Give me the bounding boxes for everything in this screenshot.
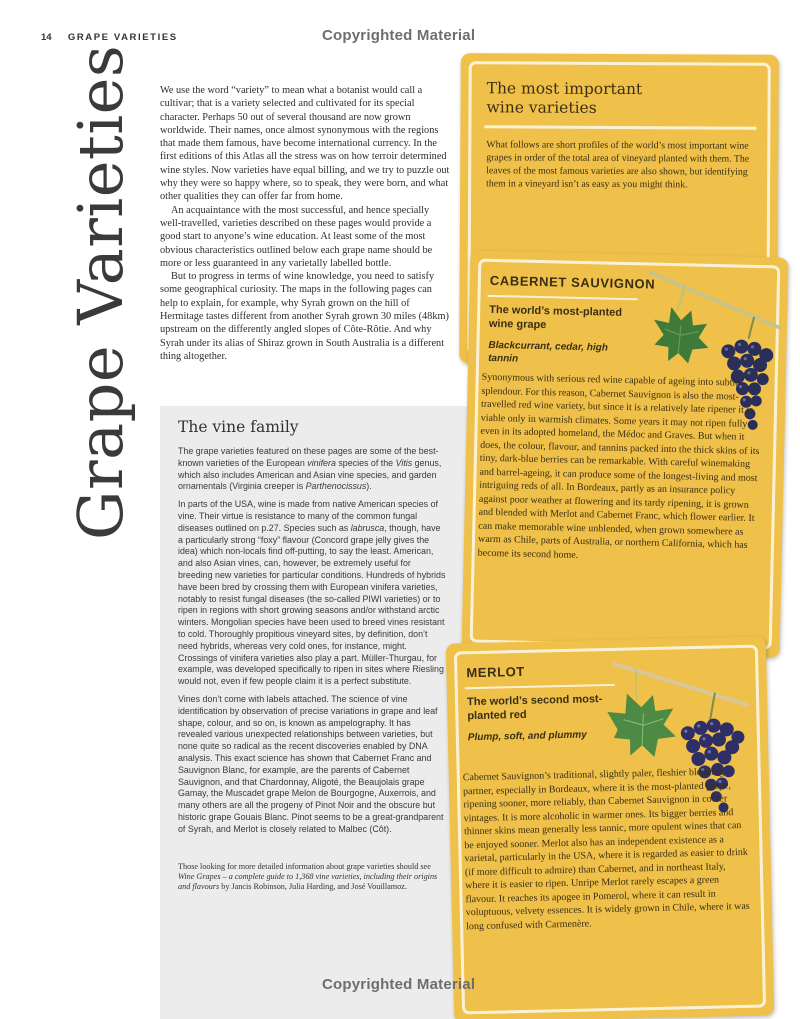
text: by Jancis Robinson, Julia Harding, and José Vouillamoz. [219, 882, 407, 892]
text: In parts of the USA, wine is made from native American species of vine. Their virtue is resistance to many of the common fungal diseases outlined on p.27. Species such as [178, 499, 438, 533]
variety-name: MERLOT [466, 663, 526, 681]
text: Those looking for more detailed information about grape varieties should see [178, 861, 431, 871]
intro-card-heading [486, 79, 642, 118]
running-head [41, 32, 178, 43]
variety-tasting-notes: Blackcurrant, cedar, high tannin [488, 339, 609, 365]
section-label: GRAPE VARIETIES [67, 32, 178, 43]
text: ). [366, 481, 372, 492]
variety-subtitle: The world’s second most-planted red [466, 693, 603, 723]
sidebar-paragraph [178, 446, 446, 493]
variety-description: Synonymous with serious red wine capable of ageing into subtle splendour. For this reason, Cabernet Sauvignon is also the most-travelled red wine variety, but since it is a relatively late ripener it is viable only in warmish climates. Some years it may not ripen fully even in its adopted homeland, the Médoc and Graves. But when it does, the colour, flavour, and tannins packed into the thick skins of its tiny, dark-blue berries can be remarkable. With careful winemaking and barrel-ageing, it can produce some of the longest-living and most intriguing reds of all. In Bordeaux, partly as an insurance policy against poor weather at flowering and its tardy ripening, it is grown and blended with Merlot and Cabernet Franc, which flower earlier. It can make memorable wine unblended, when grown somewhere as warm as Chile, parts of Australia, or northern California, which has become its second home. [477, 371, 760, 561]
variety-card-cabernet-sauvignon [462, 250, 789, 657]
intro-card-body: What follows are short profiles of the world’s most important wine grapes in order of the total area of vineyard planted with them. The leaves of the most famous varieties are also shown, but identifying them in a vineyard isn’t as easy as you might think. [486, 139, 750, 191]
text: The grape varieties featured on these pages are some of the best-known varieties of the European [178, 446, 439, 468]
intro-paragraph: An acquaintance with the most successful, and hence specially well-travelled, varieties described on these pages would provide a good start to anyone’s wine education. At least some of the most obvious characteristics outlined below each grape name should be more or less guaranteed in any varietally labelled bottle. [160, 204, 433, 269]
intro-paragraph: We use the word “variety” to mean what a botanist would call a cultivar; that is a variety selected and cultivated for its special character. Perhaps 50 out of several thousand are now grown worldwide. Their names, once almost synonymous with the regions that made them famous, have become international currency. In the first editions of this Atlas all the stress was on how terroir determined wine styles. Now varieties have equal billing, and we try to puzzle out why they were so happy where, so to speak, they were born, and what other qualities they can offer far from home. [160, 85, 450, 203]
intro-paragraph: But to progress in terms of wine knowledge, you need to satisfy some geographical curiosity. The maps in the following pages can help to explain, for example, why Syrah grown on the hill of Hermitage tastes different from another Syrah grown 30 miles (48km) upstream on the differently angled slopes of Côte-Rôtie. And why Syrah under its alias of Shiraz grown in South Australia is a different thing altogether. [160, 271, 449, 362]
text: species of the [335, 457, 396, 468]
book-title: Wine Grapes – a complete guide to 1,368 vine varieties, including their origins and flavours [178, 871, 438, 892]
watermark-bottom: Copyrighted Material [322, 976, 476, 993]
intro-text [160, 84, 450, 363]
page-title: Grape Varieties [64, 44, 137, 540]
heading-line: The most important [486, 79, 643, 99]
watermark-top: Copyrighted Material [322, 27, 476, 44]
further-reading-note [178, 862, 438, 893]
variety-tasting-notes: Plump, soft, and plummy [467, 729, 587, 744]
heading-line: wine varieties [486, 98, 597, 117]
italic-term: Vitis [395, 457, 413, 468]
italic-term: labrusca [350, 522, 385, 533]
variety-name: CABERNET SAUVIGNON [489, 272, 656, 292]
text: , though, have a particularly strong “foxy” flavour (Concord grape jelly gives the idea) which non-locals find off-putting, to say the least. American, and also Asian vines, can, however, be extremely useful for breeding new varieties for particular conditions. Hundreds of hybrids have been bred by crossing them with European vinifera varieties, notably to resist fungal diseases (the so-called PIWI varieties) or to ripen in regions with short growing seasons and/or withstand arctic winters. Mongolian species have been used to breed vines resistant to cold. Thoroughly propitious vineyard sites, by definition, don’t need hybrids, whereas very cold ones, for instance, might. Crossings of vinifera varieties also play a part. Müller-Thurgau, for example, was developed specifically to ripen in sites where Riesling would not, even if few people claim it is a perfect substitute. [178, 522, 446, 687]
vine-family-sidebar [160, 406, 480, 1019]
text: genus, which also includes American and Asian vine species, and garden ornamentals (Virginia creeper is [178, 457, 442, 492]
variety-subtitle: The world’s most-planted wine grape [488, 303, 623, 332]
italic-term: Parthenocissus [305, 481, 367, 492]
sidebar-paragraph: Vines don’t come with labels attached. The science of vine identification by observation of precise variations in grape and leaf shape, colour, and so on, is known as ampelography. It has revealed various unexpected relationships between varieties, but none quite so radical as the recent discoveries enabled by DNA analysis. This exact science has shown that Cabernet Franc and Sauvignon Blanc, for example, are the parents of Cabernet Sauvignon, and that Chardonnay, Aligoté, the Beaujolais grape Gamay, the Muscadet grape Melon de Bourgogne, Auxerrois, and many others are all the progeny of Pinot Noir and the obscure but historic grape Gouais Blanc. Pinot seems to be a great-grandparent of Syrah, and Merlot is closely related to Malbec (Côt). [178, 693, 444, 834]
italic-term: vinifera [307, 457, 336, 468]
sidebar-heading: The vine family [178, 418, 299, 436]
sidebar-paragraph [178, 499, 446, 688]
variety-card-merlot [446, 636, 775, 1019]
page-number: 14 [41, 32, 52, 43]
variety-description: Cabernet Sauvignon’s traditional, slightly paler, fleshier blending partner, especially in Bordeaux, where it is the most-planted grape, ripening sooner, more reliably, than Cabernet Sauvignon in cooler vintages. It is more alcoholic in warmer ones. Its bigger berries and thinner skins mean generally less tannic, more opulent wines that can be enjoyed sooner. Merlot also has an independent existence as a varietal, particularly in the USA, where it is regarded as easier to drink (if more difficult to admire) than Cabernet, and in northeast Italy, where it is easier to ripen. Unripe Merlot rarely escapes a green flavour. It reaches its apogee in Pomerol, where it can result in voluptuous, velvety essences. It is widely grown in Chile, where it was long confused with Carmenère. [462, 766, 750, 932]
